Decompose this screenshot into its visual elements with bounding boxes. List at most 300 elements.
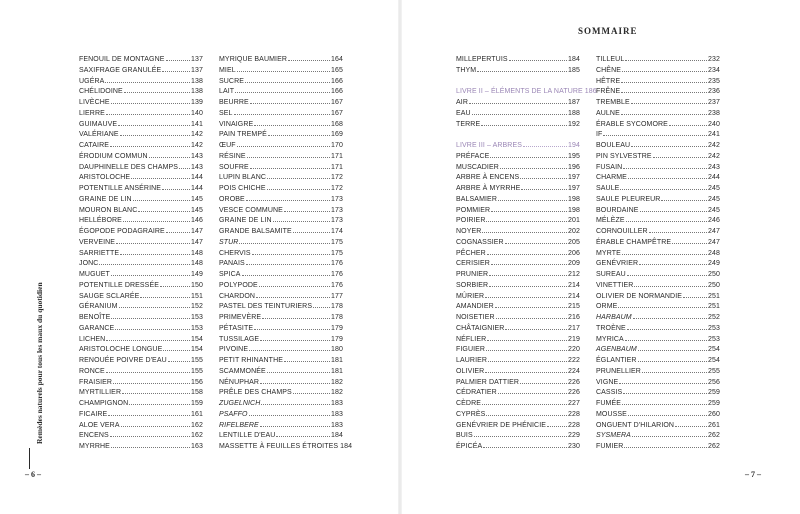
dot-leader <box>633 312 707 319</box>
dot-leader <box>638 344 707 351</box>
page-number-right: – 7 – <box>745 470 761 479</box>
toc-entry-title: MASSETTE À FEUILLES ÉTROITES <box>219 443 339 450</box>
toc-entry <box>219 54 343 65</box>
toc-column-2 <box>219 54 353 452</box>
toc-page-number: 180 <box>331 346 343 354</box>
dot-leader <box>498 387 567 394</box>
dot-leader <box>620 183 707 190</box>
toc-page-number: 254 <box>708 357 720 364</box>
dot-leader <box>246 258 330 265</box>
toc-entry-title: MYRRHE <box>79 443 110 450</box>
toc-page-number: 201 <box>568 217 580 225</box>
toc-entry <box>456 108 580 119</box>
toc-entry-title: MYRTE <box>596 249 621 257</box>
toc-entry-title: GUIMAUVE <box>79 120 118 128</box>
toc-entry-title: POLYPODE <box>219 281 258 289</box>
toc-entry-title: ÉRODIUM COMMUN <box>79 152 148 160</box>
dot-leader <box>603 129 707 136</box>
toc-entry <box>219 301 343 312</box>
dot-leader <box>262 312 330 319</box>
toc-entry-title: GENÉVRIER <box>596 260 639 268</box>
toc-page-number: 172 <box>331 185 343 192</box>
toc-entry <box>79 172 203 183</box>
dot-leader <box>284 355 330 362</box>
toc-entry-title: POIRIER <box>456 217 486 225</box>
dot-leader <box>649 226 707 233</box>
toc-entry-title: AGENBAUM <box>596 346 637 354</box>
dot-leader <box>675 420 707 427</box>
toc-entry <box>456 430 580 441</box>
toc-entry-title: LAIT <box>219 88 235 96</box>
toc-page-number: 224 <box>568 367 580 375</box>
toc-entry-title: ENCENS <box>79 432 109 440</box>
toc-entry-title: SAULE <box>596 185 620 192</box>
dot-leader <box>111 269 190 276</box>
dot-leader <box>121 420 190 427</box>
toc-entry <box>596 162 720 173</box>
dot-leader <box>642 366 707 373</box>
toc-page-number: 237 <box>708 99 720 106</box>
toc-entry <box>456 119 580 130</box>
toc-entry-title: MOUSSE <box>596 410 627 418</box>
toc-entry-title: OROBE <box>219 195 245 203</box>
dot-leader <box>284 205 330 212</box>
toc-entry <box>219 65 343 76</box>
toc-page-number: 240 <box>708 120 720 128</box>
toc-page-number: 259 <box>708 400 720 407</box>
toc-page-number: 205 <box>568 238 580 246</box>
toc-page-number: 182 <box>331 378 343 386</box>
toc-page-number: 261 <box>708 421 720 429</box>
toc-entry-title: ÉGLANTIER <box>596 357 637 364</box>
toc-entry-title: IF <box>596 131 603 139</box>
toc-entry <box>596 76 720 87</box>
dot-leader <box>623 162 707 169</box>
toc-page-number: 183 <box>331 421 343 429</box>
toc-entry-title: ARBRE À ENCENS <box>456 174 520 182</box>
toc-entry <box>79 140 203 151</box>
toc-entry <box>79 54 203 65</box>
toc-entry-title: PIVOINE <box>219 346 249 354</box>
toc-entry <box>219 387 343 398</box>
toc-entry-title: LENTILLE D'EAU <box>219 432 276 440</box>
toc-page-number: 245 <box>708 195 720 203</box>
toc-entry-title: COGNASSIER <box>456 238 504 246</box>
toc-entry <box>456 398 580 409</box>
toc-entry <box>219 248 343 259</box>
toc-entry-title: PÊCHER <box>456 249 486 257</box>
toc-page-number: 260 <box>708 410 720 418</box>
toc-entry <box>219 409 343 420</box>
dot-leader <box>234 108 330 115</box>
dot-leader <box>111 441 190 448</box>
toc-entry <box>219 215 343 226</box>
toc-entry-title: CHARME <box>596 174 627 182</box>
toc-page-number: 164 <box>331 56 343 63</box>
toc-page-number: 181 <box>331 357 343 364</box>
toc-entry <box>219 237 343 248</box>
toc-entry-title: SCAMMONÉE <box>219 367 266 375</box>
toc-entry <box>596 430 720 441</box>
toc-entry <box>456 334 580 345</box>
toc-entry <box>456 409 580 420</box>
toc-entry-title: CHÊNE <box>596 66 622 74</box>
toc-section-heading <box>456 140 580 151</box>
toc-entry-title: GÉRANIUM <box>79 303 118 311</box>
toc-page-number: 228 <box>568 410 580 418</box>
dot-leader <box>474 430 567 437</box>
dot-leader <box>118 119 190 126</box>
toc-entry-title: RONCE <box>79 367 105 375</box>
toc-entry <box>79 312 203 323</box>
dot-leader <box>625 54 707 61</box>
toc-entry <box>219 420 343 431</box>
dot-leader <box>505 237 567 244</box>
toc-entry <box>596 355 720 366</box>
toc-entry-title: CYPRÈS <box>456 410 486 418</box>
toc-entry <box>219 312 343 323</box>
toc-entry-title: SARRIETTE <box>79 249 120 257</box>
dot-leader <box>168 355 190 362</box>
dot-leader <box>106 366 190 373</box>
toc-entry <box>596 194 720 205</box>
toc-entry-title: PRUNELLIER <box>596 367 641 375</box>
toc-entry-title: GARANCE <box>79 324 115 332</box>
dot-leader <box>520 377 567 384</box>
toc-page-number: 139 <box>191 99 203 106</box>
toc-entry <box>79 129 203 140</box>
toc-page-number: 175 <box>331 249 343 257</box>
toc-entry-title: MYRTILLIER <box>79 389 122 397</box>
toc-entry <box>596 334 720 345</box>
dot-leader <box>619 377 707 384</box>
toc-entry-title: LICHEN <box>79 335 106 343</box>
toc-page-number: 138 <box>191 88 203 96</box>
toc-page-number: 171 <box>331 163 343 171</box>
toc-page-number: 176 <box>331 281 343 289</box>
dot-leader <box>250 97 330 104</box>
toc-entry <box>79 183 203 194</box>
toc-entry-title: HELLÉBORE <box>79 217 122 225</box>
toc-page-number: 197 <box>568 185 580 192</box>
dot-leader <box>487 334 567 341</box>
toc-entry-title: VALÉRIANE <box>79 131 119 139</box>
toc-page-number: 138 <box>191 77 203 85</box>
toc-page-number: 162 <box>191 432 203 440</box>
toc-entry <box>456 162 580 173</box>
dot-leader <box>481 119 567 126</box>
toc-page-number: 236 <box>708 88 720 96</box>
toc-page-number: 171 <box>331 152 343 160</box>
dot-leader <box>490 151 567 158</box>
toc-page-number: 232 <box>708 56 720 63</box>
toc-entry <box>456 377 580 388</box>
toc-entry <box>79 151 203 162</box>
toc-page-number: 158 <box>191 389 203 397</box>
toc-entry-title: BENOÎTE <box>79 314 111 321</box>
dot-leader <box>500 162 567 169</box>
toc-page-number: 209 <box>568 260 580 268</box>
toc-page-number: 183 <box>331 410 343 418</box>
toc-entry <box>219 355 343 366</box>
toc-entry <box>596 398 720 409</box>
toc-entry <box>79 387 203 398</box>
toc-page-number: 142 <box>191 142 203 149</box>
toc-page-number: 144 <box>191 174 203 182</box>
toc-entry <box>79 430 203 441</box>
toc-page-number: 247 <box>708 238 720 246</box>
toc-entry <box>219 140 343 151</box>
toc-entry-title: SPICA <box>219 271 241 278</box>
toc-page-number: 152 <box>191 303 203 311</box>
dot-leader <box>105 76 190 83</box>
dot-leader <box>498 194 567 201</box>
toc-page-number: 216 <box>568 314 580 321</box>
toc-entry <box>79 409 203 420</box>
toc-entry-title: SEL <box>219 109 233 117</box>
toc-entry-title: PRUNIER <box>456 271 489 278</box>
toc-page-number: 250 <box>708 271 720 278</box>
toc-page-number: 145 <box>191 206 203 214</box>
toc-entry <box>219 366 343 377</box>
dot-leader <box>477 65 567 72</box>
toc-page-number: 161 <box>191 410 203 418</box>
page-number-left: – 6 – <box>25 470 41 479</box>
toc-page-number: 167 <box>331 99 343 106</box>
toc-entry-title: PASTEL DES TEINTURIERS <box>219 303 313 311</box>
toc-page-number: 149 <box>191 271 203 278</box>
toc-entry-title: BUIS <box>456 432 473 440</box>
toc-entry-title: ÉGOPODE PODAGRAIRE <box>79 228 165 235</box>
toc-entry <box>79 162 203 173</box>
toc-entry <box>79 76 203 87</box>
toc-page-number: 162 <box>191 421 203 429</box>
toc-entry <box>79 420 203 431</box>
toc-entry-title: LUPIN BLANC <box>219 174 267 182</box>
toc-page-number: 143 <box>191 152 203 160</box>
toc-page-number: 147 <box>191 228 203 235</box>
dot-leader <box>129 398 190 405</box>
dot-leader <box>509 54 567 61</box>
toc-entry-title: MUGUET <box>79 271 110 278</box>
toc-entry-title: SOUFRE <box>219 163 249 171</box>
toc-page-number: 198 <box>568 206 580 214</box>
toc-page-number: 247 <box>708 228 720 235</box>
dot-leader <box>523 140 567 147</box>
dot-leader <box>133 194 190 201</box>
toc-entry-title: SORBIER <box>456 281 489 289</box>
dot-leader <box>486 344 567 351</box>
toc-entry-title: TUSSILAGE <box>219 335 260 343</box>
toc-entry-title: BOURDAINE <box>596 206 639 214</box>
toc-entry-title: CHARDON <box>219 292 256 300</box>
toc-entry <box>79 366 203 377</box>
toc-page-number: 255 <box>708 367 720 375</box>
dot-leader <box>624 441 707 448</box>
dot-leader <box>669 119 707 126</box>
toc-entry <box>456 183 580 194</box>
toc-entry-title: CERISIER <box>456 260 490 268</box>
toc-entry <box>456 269 580 280</box>
toc-entry-title: FUMIER <box>596 443 624 450</box>
toc-page-number: 242 <box>708 142 720 149</box>
toc-entry-title: SUCRE <box>219 77 245 85</box>
toc-entry-title: MIEL <box>219 66 236 74</box>
toc-entry-title: PIN SYLVESTRE <box>596 152 652 160</box>
toc-entry <box>596 269 720 280</box>
toc-entry <box>456 441 580 452</box>
toc-entry-title: POIS CHICHE <box>219 185 266 192</box>
toc-entry <box>456 248 580 259</box>
dot-leader <box>110 430 190 437</box>
toc-page-number: 154 <box>191 335 203 343</box>
toc-entry <box>596 226 720 237</box>
toc-page-number: 177 <box>331 292 343 300</box>
toc-entry <box>79 194 203 205</box>
toc-entry <box>596 129 720 140</box>
toc-entry-title: TILLEUL <box>596 56 625 63</box>
toc-entry-title: PSAFFO <box>219 410 248 418</box>
toc-entry <box>456 344 580 355</box>
dot-leader <box>249 409 330 416</box>
dot-leader <box>621 86 707 93</box>
toc-entry-title: PETIT RHINANTHE <box>219 357 283 364</box>
dot-leader <box>683 291 707 298</box>
toc-entry-title: PRIMEVÈRE <box>219 314 262 321</box>
toc-entry-title: RIFELBERE <box>219 421 259 429</box>
toc-entry-title: THYM <box>456 66 477 74</box>
toc-page-number: 151 <box>191 292 203 300</box>
toc-entry-title: PRÊLE DES CHAMPS <box>219 389 292 397</box>
dot-leader <box>293 226 330 233</box>
toc-page-number: 140 <box>191 109 203 117</box>
toc-page-number: 254 <box>708 346 720 354</box>
toc-entry <box>79 65 203 76</box>
toc-entry <box>456 323 580 334</box>
toc-page-number: 196 <box>568 163 580 171</box>
toc-page-number: 176 <box>331 260 343 268</box>
dot-leader <box>242 269 331 276</box>
toc-entry <box>219 86 343 97</box>
toc-entry <box>596 86 720 97</box>
dot-leader <box>99 258 190 265</box>
toc-page-number: 234 <box>708 66 720 74</box>
toc-entry-title: ŒUF <box>219 142 236 149</box>
toc-entry <box>219 205 343 216</box>
toc-entry <box>219 334 343 345</box>
toc-entry-title: MYRIQUE BAUMIER <box>219 56 288 63</box>
toc-entry-title: CHÂTAIGNIER <box>456 324 505 332</box>
dot-leader <box>254 323 330 330</box>
toc-entry <box>219 441 353 452</box>
dot-leader <box>491 205 567 212</box>
dot-leader <box>237 140 330 147</box>
toc-page-number: 184 <box>340 443 353 450</box>
toc-entry <box>219 280 343 291</box>
toc-entry <box>79 280 203 291</box>
dot-leader <box>166 226 190 233</box>
toc-entry <box>456 280 580 291</box>
toc-entry <box>596 301 720 312</box>
dot-leader <box>485 366 567 373</box>
toc-page-number: 242 <box>708 152 720 160</box>
toc-entry-title: AIR <box>456 99 468 106</box>
dot-leader <box>638 355 707 362</box>
toc-entry-title: STUR <box>219 238 239 246</box>
toc-entry-title: CHÉLIDOINE <box>79 88 123 96</box>
dot-leader <box>259 280 330 287</box>
toc-entry-title: VESCE COMMUNE <box>219 206 283 214</box>
dot-leader <box>486 215 567 222</box>
toc-entry-title: OLIVIER <box>456 367 485 375</box>
dot-leader <box>246 194 330 201</box>
dot-leader <box>520 172 567 179</box>
toc-entry <box>79 108 203 119</box>
dot-leader <box>293 387 330 394</box>
toc-entry <box>596 140 720 151</box>
toc-page-number: 214 <box>568 292 580 300</box>
dot-leader <box>483 441 567 448</box>
toc-page-number: 156 <box>191 378 203 386</box>
toc-entry <box>219 119 343 130</box>
dot-leader <box>547 420 567 427</box>
toc-page-number: 166 <box>331 77 343 85</box>
toc-entry <box>456 172 580 183</box>
toc-entry <box>456 258 580 269</box>
dot-leader <box>469 97 567 104</box>
toc-entry-title: FUMÉE <box>596 400 621 407</box>
toc-entry-title: SYSMERA <box>596 432 631 440</box>
toc-entry <box>79 248 203 259</box>
toc-entry <box>596 65 720 76</box>
toc-entry-title: VIGNE <box>596 378 619 386</box>
toc-page-number: 153 <box>191 314 203 321</box>
toc-entry <box>79 258 203 269</box>
toc-entry-title: SAXIFRAGE GRANULÉE <box>79 66 162 74</box>
toc-entry-title: OLIVIER DE NORMANDIE <box>596 292 683 300</box>
toc-entry <box>456 301 580 312</box>
toc-page-number: 241 <box>708 131 720 139</box>
dot-leader <box>313 301 330 308</box>
toc-entry-title: POTENTILLE ANSÉRINE <box>79 185 162 192</box>
dot-leader <box>653 151 707 158</box>
toc-page-number: 222 <box>568 357 580 364</box>
toc-page-number: 179 <box>331 324 343 332</box>
toc-entry-title: FIGUIER <box>456 346 486 354</box>
running-book-title: Remèdes naturels pour tous les maux du quotidien <box>35 282 44 444</box>
dot-leader <box>491 258 567 265</box>
toc-page-number: 235 <box>708 77 720 85</box>
dot-leader <box>256 291 330 298</box>
dot-leader <box>247 151 330 158</box>
toc-entry <box>456 355 580 366</box>
dot-leader <box>621 76 707 83</box>
dot-leader <box>486 409 567 416</box>
toc-entry <box>456 420 580 431</box>
toc-entry <box>79 301 203 312</box>
dot-leader <box>482 398 567 405</box>
toc-entry-title: NÉNUPHAR <box>219 378 260 386</box>
dot-leader <box>488 355 567 362</box>
toc-entry-title: ORME <box>596 303 618 311</box>
toc-page-number: 181 <box>331 367 343 375</box>
toc-page-number: 243 <box>708 163 720 171</box>
toc-page-number: 169 <box>331 131 343 139</box>
dot-leader <box>631 140 707 147</box>
toc-page-number: 186 <box>584 88 597 96</box>
dot-leader <box>634 280 707 287</box>
toc-entry <box>456 312 580 323</box>
